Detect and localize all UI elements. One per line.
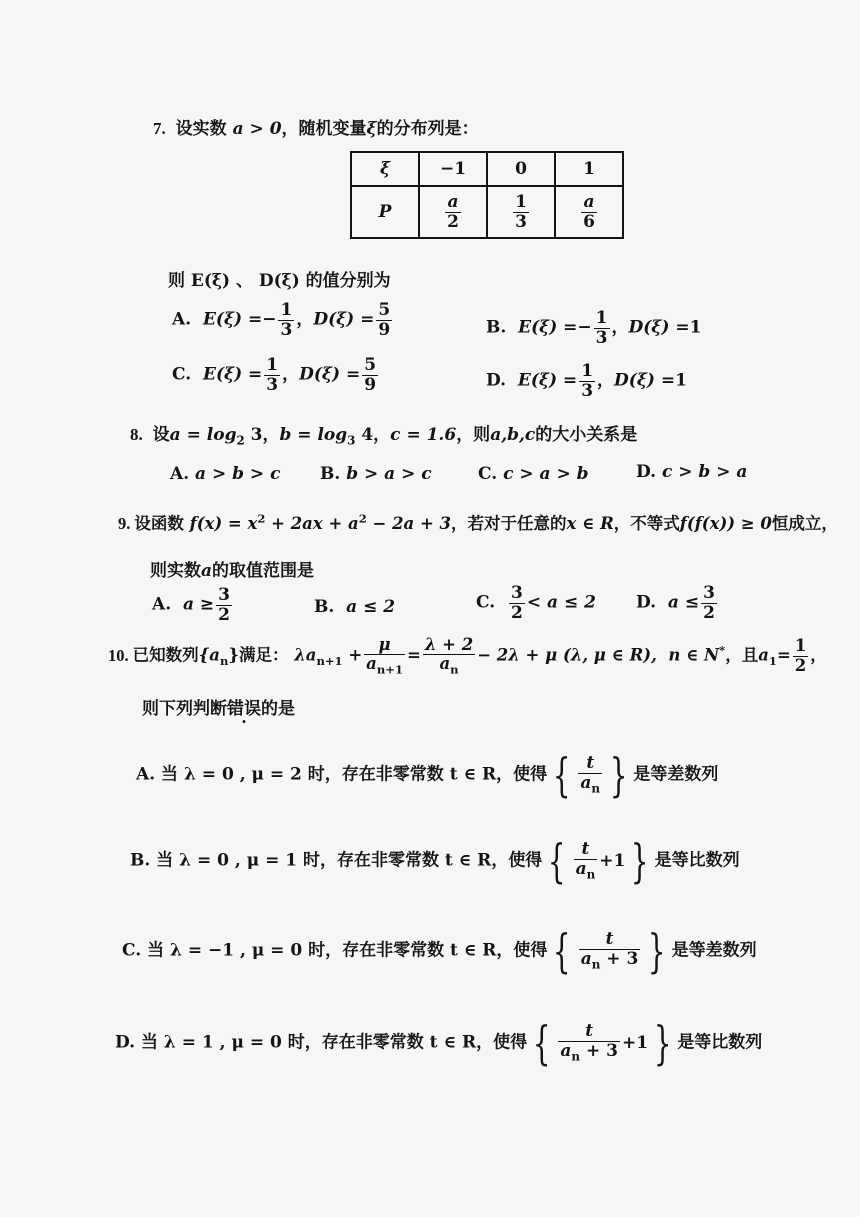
q7-cell-p: P — [378, 202, 392, 222]
q9-stem: 9. 设函数 $f(x) = x^2 + 2ax + a^2 - 2a + 3$，若对于任意的x ∈ R，不等式f(f(x)) ≥ 0恒成立， — [118, 511, 838, 533]
q10-stem: 10. 已知数列$\{a_n\}$满足： $\lambda a_{n+1}$ + $\frac{\mu}{a_{n+1}}$ = $\frac{\lambda + 2}{a_n}$ − 2λ + μ (λ, μ ∈ R), n ∈ N*，且$a_1=$ $\frac{1}{2}$ ， — [108, 635, 827, 677]
q7-table-row-label — [351, 186, 419, 238]
q7-prob-fraction: $\frac{a}{2}$ — [447, 191, 459, 232]
q10-option-a: A. 当 λ = 0 , μ = 2 时，存在非零常数 t ∈ R，使得 { $\frac{t}{a_n}$ } 是等差数列 — [136, 748, 719, 802]
q7-table-prob-cell — [419, 186, 487, 238]
q8-option-d: D. c > b > a — [636, 462, 748, 482]
q10-line2: 则下列判断错误的是 — [142, 699, 295, 719]
option-label: C. — [172, 364, 192, 385]
q7-option-a: A. E(ξ) =− $\frac{1}{3}$ ，D(ξ) = $\frac{5}{9}$ — [172, 300, 391, 340]
q8-option-a: A. a > b > c — [170, 464, 281, 484]
q7-table-header-cell — [351, 152, 419, 186]
q7-condition: a > 0 — [232, 119, 282, 139]
q7-option-c: C. E(ξ) = $\frac{1}{3}$ ，D(ξ) = $\frac{5}{9}$ — [172, 355, 377, 395]
q9-number: 9. — [118, 514, 131, 533]
q7-xi: ξ — [366, 119, 377, 139]
q10-option-b: B. 当 λ = 0 , μ = 1 时，存在非零常数 t ∈ R，使得 { $\frac{t}{a_n}$ +1 } 是等比数列 — [130, 834, 740, 888]
q7-cell-xi: ξ — [379, 159, 391, 179]
q9-option-d: D. a ≤ $\frac{3}{2}$ — [636, 583, 715, 623]
q10-option-d: D. 当 λ = 1 , μ = 0 时，存在非零常数 t ∈ R，使得 { $\frac{t}{a_n + 3}$ +1 } 是等比数列 — [115, 1016, 763, 1070]
q7-table-prob-row — [351, 186, 623, 238]
q9-option-b: B. a ≤ 2 — [314, 597, 396, 617]
q7-ask: 则 E(ξ) 、 D(ξ) 的值分别为 — [168, 271, 391, 291]
option-label: D. — [486, 370, 507, 391]
q9-line2: 则实数a的取值范围是 — [150, 561, 315, 581]
q8-option-c: C. c > a > b — [478, 464, 589, 484]
q10-option-c: C. 当 λ = −1 , μ = 0 时，存在非零常数 t ∈ R，使得 { $\frac{t}{a_n + 3}$ } 是等差数列 — [122, 924, 757, 978]
q7-stem — [153, 114, 479, 139]
q7-number: 7. — [153, 119, 166, 138]
q7-text-c: 的分布列是： — [376, 119, 479, 139]
q9-option-a: A. a ≥ $\frac{3}{2}$ — [152, 585, 230, 625]
q8-number: 8. — [130, 425, 143, 444]
q7-option-b: B. E(ξ) =− $\frac{1}{3}$ ，D(ξ) =1 — [486, 308, 702, 348]
q8-stem: 8. 设$a = \log_2 3$，$b = \log_3 4$，c = 1.6，则a,b,c的大小关系是 — [130, 425, 638, 448]
q7-text-a: 设实数 — [175, 119, 227, 139]
q10-number: 10. — [108, 645, 129, 665]
q7-table-header-cell: −1 — [419, 152, 487, 186]
q8-option-b: B. b > a > c — [320, 464, 432, 484]
q7-table-prob-cell — [555, 186, 623, 238]
option-label: B. — [486, 317, 507, 338]
q7-table-header-row — [351, 152, 623, 186]
q7-text-b: ，随机变量 — [281, 119, 367, 139]
q7-table-prob-cell — [487, 186, 555, 238]
q7-distribution-table — [350, 151, 624, 239]
q7-table-header-cell: 1 — [555, 152, 623, 186]
option-label: A. — [172, 309, 192, 330]
q9-option-c: C. $\frac{3}{2}$ < a ≤ 2 — [476, 583, 596, 623]
q7-prob-fraction: $\frac{1}{3}$ — [515, 191, 527, 232]
q7-option-d: D. E(ξ) = $\frac{1}{3}$ ，D(ξ) =1 — [486, 361, 687, 401]
q7-prob-fraction: $\frac{a}{6}$ — [583, 191, 595, 232]
q7-table-header-cell: 0 — [487, 152, 555, 186]
q10-emphasis-word: 错误 — [227, 699, 261, 719]
